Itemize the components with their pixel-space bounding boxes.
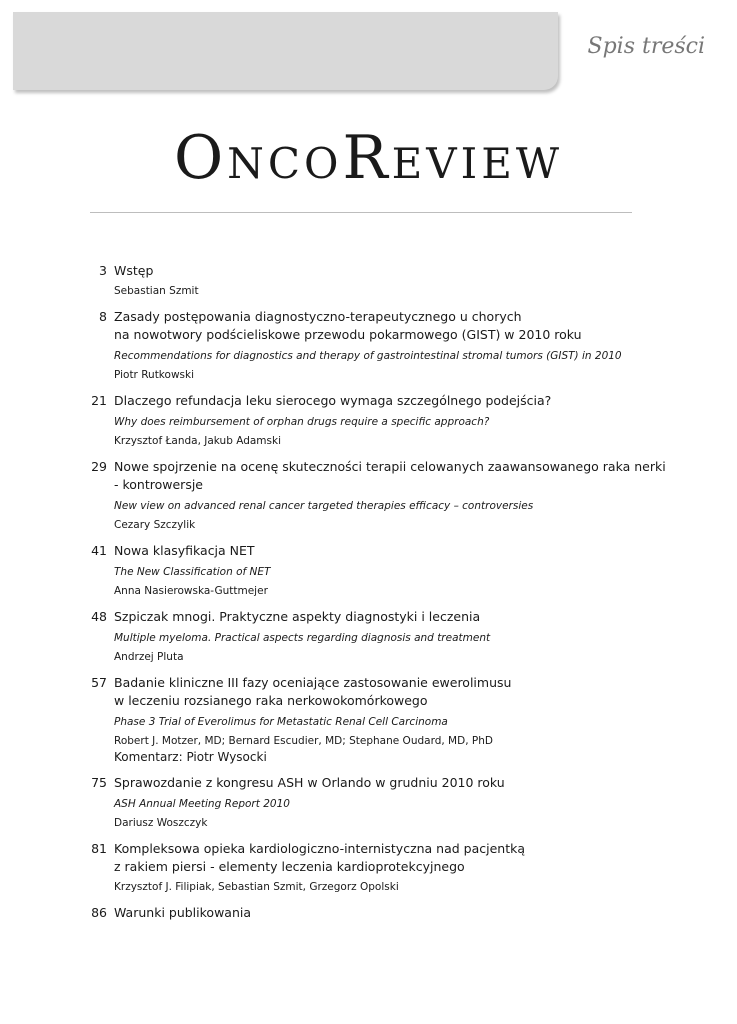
toc-entry-title: Dlaczego refundacja leku sierocego wymaga szczególnego podejścia?: [114, 393, 552, 408]
toc-entry: [0, 608, 737, 665]
toc-page-number: 21: [91, 393, 107, 408]
toc-entry-body: [114, 774, 674, 831]
toc-entry-title: Szpiczak mnogi. Praktyczne aspekty diagnostyki i leczenia: [114, 609, 481, 624]
toc-page-number: 81: [91, 841, 107, 856]
toc-entry-authors: Sebastian Szmit: [114, 285, 199, 297]
journal-title: OncoReview: [173, 123, 564, 193]
toc-page-number: 48: [91, 609, 107, 624]
section-title: Spis treści: [587, 34, 705, 59]
toc-entry: [0, 674, 737, 765]
header-tab: [13, 12, 558, 90]
toc-entry-authors: Krzysztof Łanda, Jakub Adamski: [114, 435, 281, 447]
toc-entry: [0, 542, 737, 599]
toc-entry-title: Warunki publikowania: [114, 905, 252, 920]
toc-entry-body: [114, 308, 674, 383]
toc-page-number: 3: [99, 263, 107, 278]
toc-entry-english-title: Phase 3 Trial of Everolimus for Metastatic Renal Cell Carcinoma: [114, 716, 448, 728]
toc-page-number: 86: [91, 905, 107, 920]
toc-entry: [0, 308, 737, 383]
toc-entry-authors: Robert J. Motzer, MD; Bernard Escudier, MD; Stephane Oudard, MD, PhD: [114, 735, 493, 747]
toc-page-number: 41: [91, 543, 107, 558]
toc-entry-english-title: Why does reimbursement of orphan drugs require a specific approach?: [114, 416, 490, 428]
toc-entry-authors: Piotr Rutkowski: [114, 369, 194, 381]
toc-entry-authors: Cezary Szczylik: [114, 519, 196, 531]
toc-page-number: 75: [91, 775, 107, 790]
toc-entry-title: na nowotwory podścieliskowe przewodu pokarmowego (GIST) w 2010 roku: [114, 327, 582, 342]
toc-entry-body: [114, 608, 674, 665]
toc-entry-title: Nowa klasyfikacja NET: [114, 543, 255, 558]
toc-entry-english-title: The New Classification of NET: [114, 566, 271, 578]
toc-entry: [0, 262, 737, 299]
toc-entry-title: Wstęp: [114, 263, 154, 278]
toc-entry-title: - kontrowersje: [114, 477, 203, 492]
toc-entry-body: [114, 458, 674, 533]
toc-entry-english-title: Multiple myeloma. Practical aspects regarding diagnosis and treatment: [114, 632, 491, 644]
toc-entry-authors: Andrzej Pluta: [114, 651, 184, 663]
toc-entry-english-title: Recommendations for diagnostics and therapy of gastrointestinal stromal tumors (GIST) in 2010: [114, 350, 622, 362]
toc-entry-authors: Dariusz Woszczyk: [114, 817, 208, 829]
toc-entry-body: [114, 262, 674, 299]
toc-entry-body: [114, 674, 674, 765]
toc-entry-comment: Komentarz: Piotr Wysocki: [114, 750, 267, 764]
toc-entry: [0, 840, 737, 895]
toc-entry-authors: Krzysztof J. Filipiak, Sebastian Szmit, Grzegorz Opolski: [114, 881, 399, 893]
toc-page-number: 57: [91, 675, 107, 690]
table-of-contents: [0, 262, 737, 931]
toc-entry: [0, 392, 737, 449]
toc-entry-body: [114, 904, 674, 922]
toc-entry-english-title: ASH Annual Meeting Report 2010: [114, 798, 290, 810]
toc-entry-body: [114, 840, 674, 895]
title-divider: [90, 212, 632, 213]
toc-entry: [0, 904, 737, 922]
toc-entry-title: Badanie kliniczne III fazy oceniające zastosowanie ewerolimusu: [114, 675, 512, 690]
toc-entry-body: [114, 392, 674, 449]
toc-entry-title: z rakiem piersi - elementy leczenia kardioprotekcyjnego: [114, 859, 465, 874]
toc-entry: [0, 774, 737, 831]
toc-entry-title: w leczeniu rozsianego raka nerkowokomórkowego: [114, 693, 428, 708]
toc-entry-title: Nowe spojrzenie na ocenę skuteczności terapii celowanych zaawansowanego raka nerki: [114, 459, 666, 474]
toc-entry-title: Sprawozdanie z kongresu ASH w Orlando w grudniu 2010 roku: [114, 775, 505, 790]
toc-entry-english-title: New view on advanced renal cancer targeted therapies efficacy – controversies: [114, 500, 534, 512]
toc-page-number: 8: [99, 309, 107, 324]
toc-entry-title: Zasady postępowania diagnostyczno-terapeutycznego u chorych: [114, 309, 522, 324]
toc-entry-authors: Anna Nasierowska-Guttmejer: [114, 585, 268, 597]
toc-page-number: 29: [91, 459, 107, 474]
toc-entry-body: [114, 542, 674, 599]
toc-entry-title: Kompleksowa opieka kardiologiczno-internistyczna nad pacjentką: [114, 841, 526, 856]
toc-entry: [0, 458, 737, 533]
